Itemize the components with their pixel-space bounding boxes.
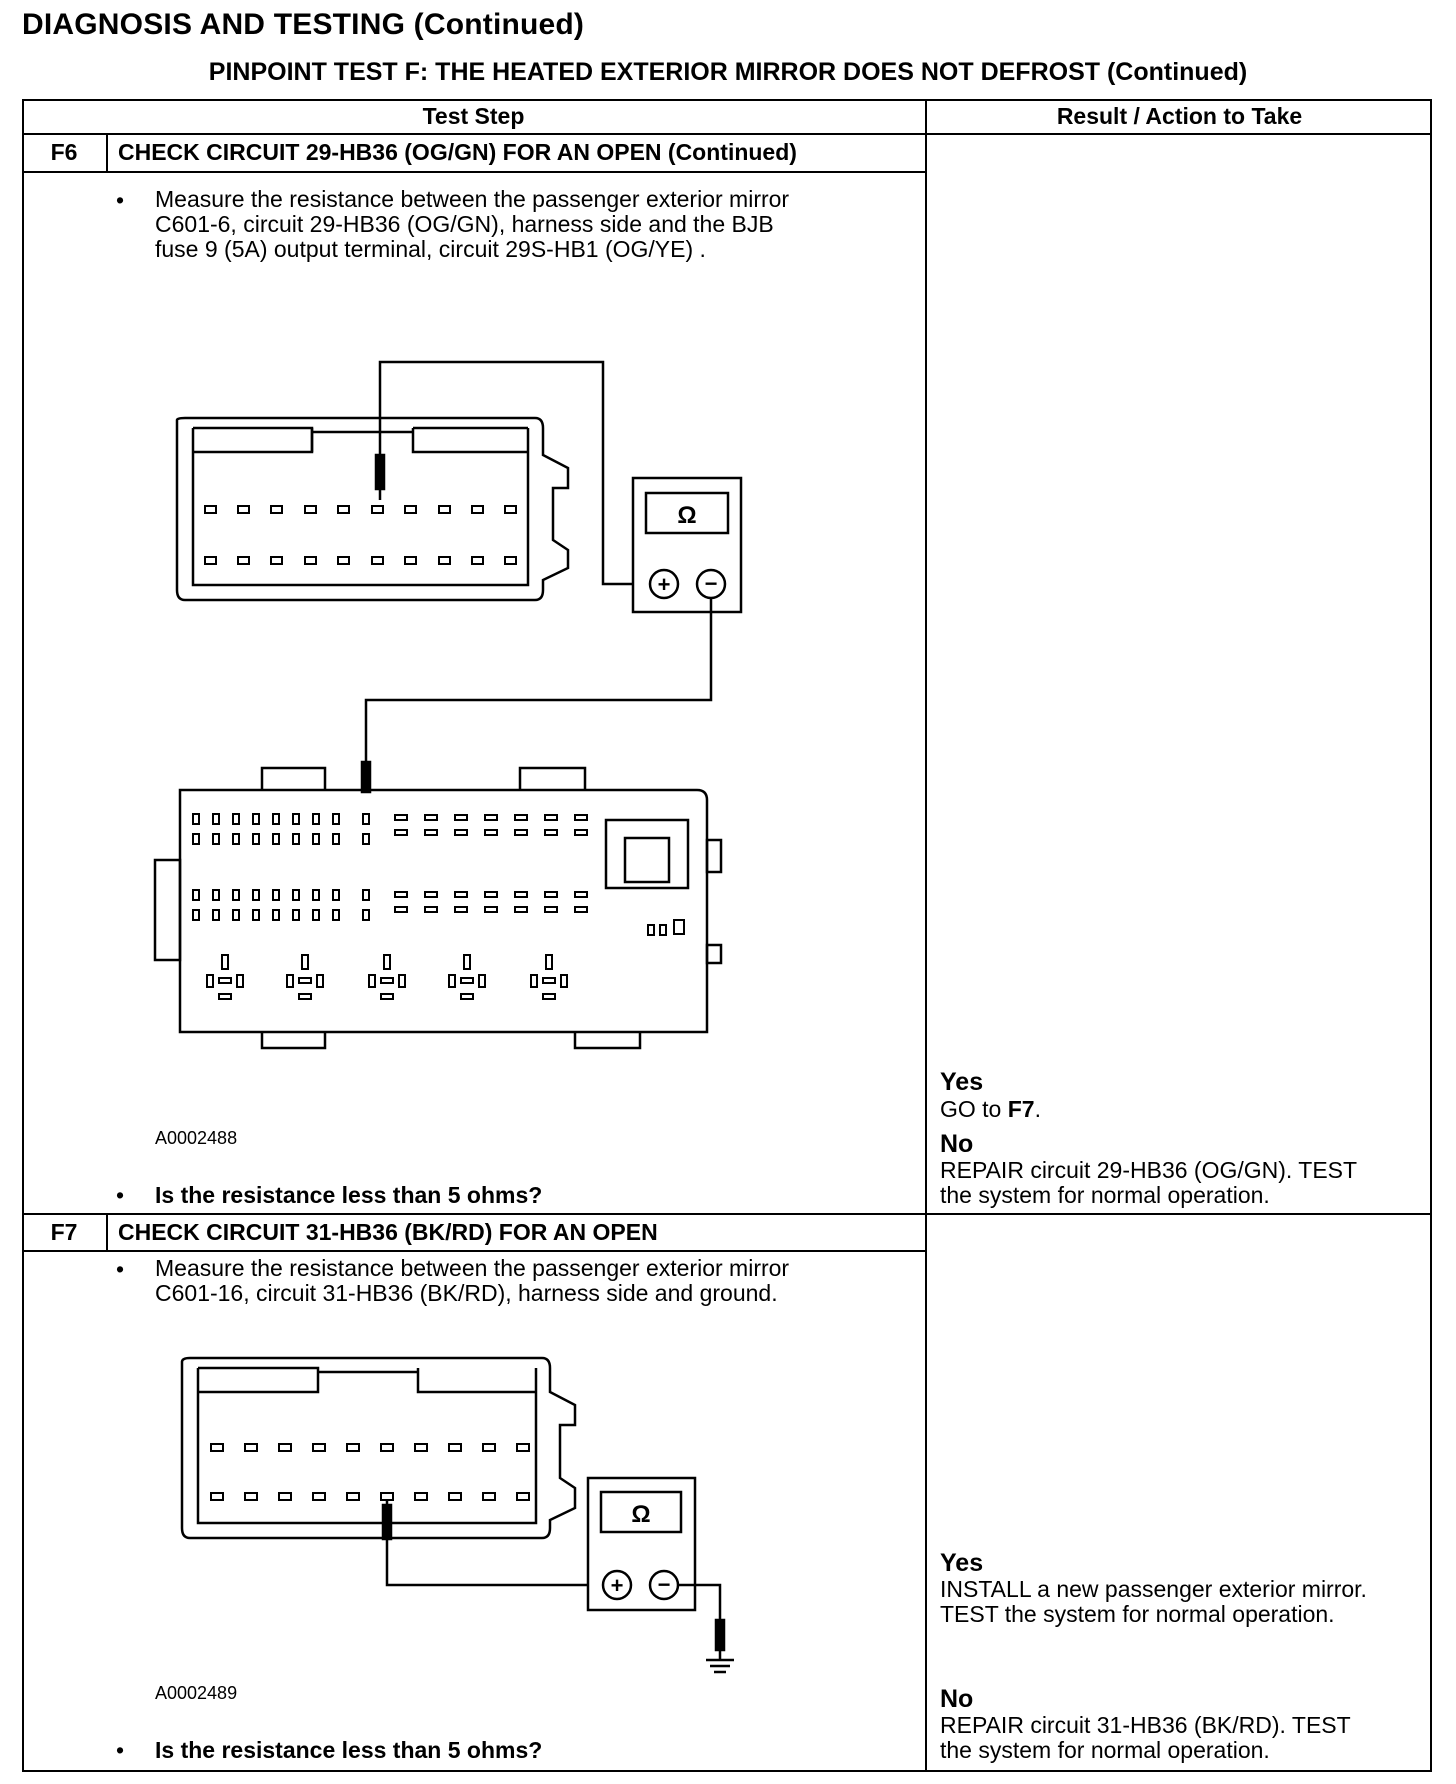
col-header-result: Result / Action to Take	[1056, 103, 1303, 129]
bullet: •	[116, 187, 125, 213]
ground-symbol	[706, 1650, 734, 1672]
f7-question: Is the resistance less than 5 ohms?	[155, 1737, 543, 1763]
probe-lead-positive	[383, 1500, 602, 1585]
col-header-test-step: Test Step	[422, 103, 525, 129]
f6-question: Is the resistance less than 5 ohms?	[155, 1182, 543, 1208]
goto-f7-link[interactable]: F7	[1007, 1096, 1035, 1122]
svg-text:+: +	[610, 1573, 624, 1598]
instruction-line: Measure the resistance between the passenger exterior mirror	[155, 1255, 790, 1281]
instruction-line: C601-6, circuit 29-HB36 (OG/GN), harness side and the BJB	[155, 211, 774, 237]
bullet: •	[116, 1256, 125, 1282]
svg-text:−: −	[657, 1572, 671, 1597]
step-title-f7: CHECK CIRCUIT 31-HB36 (BK/RD) FOR AN OPEN	[118, 1219, 658, 1245]
ohm-symbol: Ω	[631, 1501, 651, 1528]
f6-yes-action: GO to F7.	[940, 1096, 1041, 1122]
step-id-f7: F7	[50, 1219, 78, 1245]
bullet: •	[116, 1182, 125, 1208]
pinpoint-test-title: PINPOINT TEST F: THE HEATED EXTERIOR MIRROR DOES NOT DEFROST (Continued)	[208, 58, 1248, 86]
f7-no-action: REPAIR circuit 31-HB36 (BK/RD). TEST the system for normal operation.	[940, 1712, 1351, 1763]
f7-no-label: No	[940, 1685, 974, 1713]
f7-yes-label: Yes	[940, 1549, 984, 1577]
instruction-line: Measure the resistance between the passenger exterior mirror	[155, 186, 790, 212]
step-title-f6: CHECK CIRCUIT 29-HB36 (OG/GN) FOR AN OPEN (Continued)	[118, 139, 797, 165]
f7-yes-action: INSTALL a new passenger exterior mirror. TEST the system for normal operation.	[940, 1576, 1367, 1627]
bullet: •	[116, 1737, 125, 1763]
figure-id-a0002488: A0002488	[155, 1128, 238, 1148]
page-title: DIAGNOSIS AND TESTING (Continued)	[22, 8, 585, 41]
svg-text:+: +	[657, 572, 671, 597]
ohm-symbol: Ω	[677, 502, 697, 529]
instruction-line: C601-16, circuit 31-HB36 (BK/RD), harness side and ground.	[155, 1280, 778, 1306]
figure-id-a0002489: A0002489	[155, 1683, 238, 1703]
f6-no-action: REPAIR circuit 29-HB36 (OG/GN). TEST the system for normal operation.	[940, 1157, 1358, 1208]
instruction-line: fuse 9 (5A) output terminal, circuit 29S-HB1 (OG/YE) .	[155, 236, 706, 262]
connector-pin-row-bottom	[211, 1493, 529, 1500]
step-id-f6: F6	[50, 139, 78, 165]
ohmmeter	[588, 1478, 695, 1610]
f6-no-label: No	[940, 1130, 974, 1158]
f6-yes-label: Yes	[940, 1068, 984, 1096]
connector-pin-row-top	[211, 1444, 529, 1451]
svg-text:−: −	[704, 571, 718, 596]
